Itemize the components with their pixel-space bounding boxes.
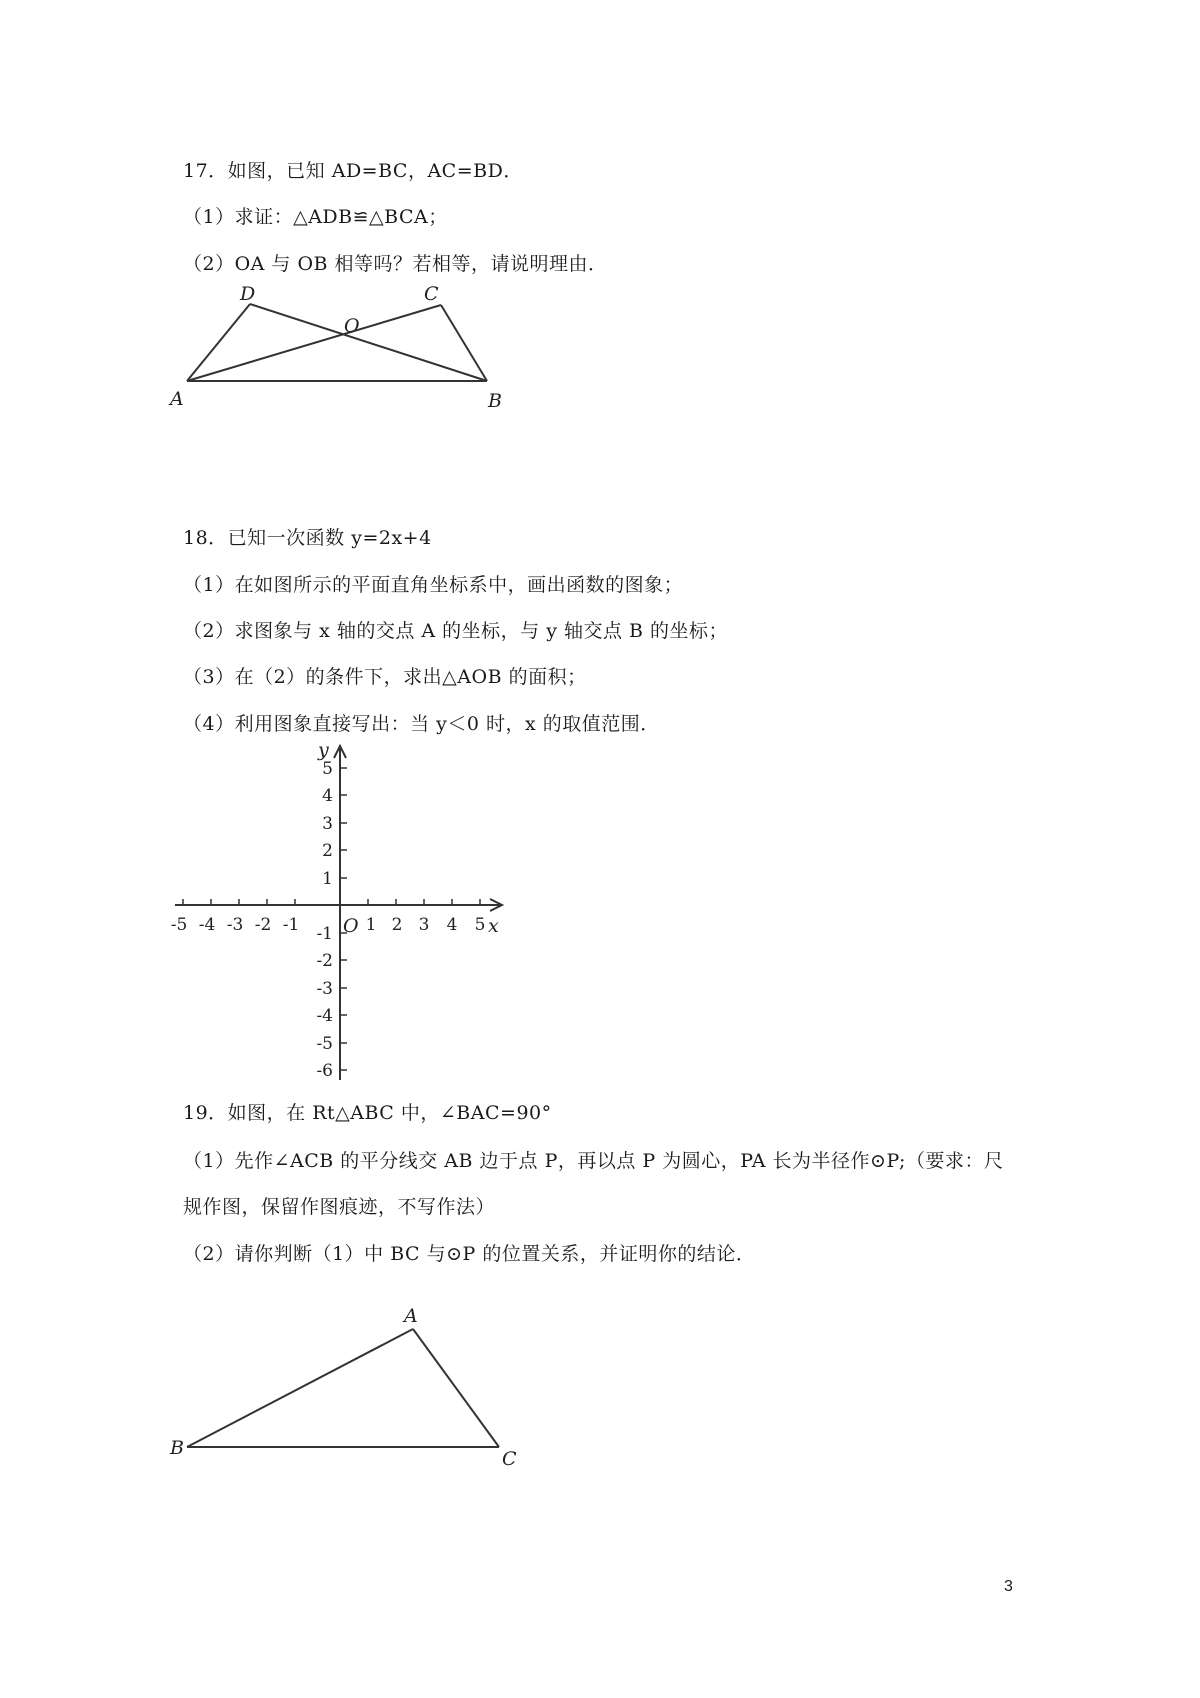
y-axis	[334, 746, 346, 1080]
y-tick-label: 1	[322, 869, 333, 889]
label-c: C	[502, 1448, 517, 1470]
y-tick-label: -6	[316, 1061, 333, 1081]
q19-stem: 19．如图，在 Rt△ABC 中，∠BAC=90°	[183, 1102, 552, 1124]
q17-part2: （2）OA 与 OB 相等吗？若相等，请说明理由．	[183, 253, 608, 275]
label-b: B	[488, 390, 502, 412]
q18-stem: 18．已知一次函数 y=2x+4	[183, 527, 432, 549]
q17-figure	[170, 280, 510, 410]
q18-part1: （1）在如图所示的平面直角坐标系中，画出函数的图象；	[183, 574, 684, 596]
y-tick-label: -4	[316, 1006, 333, 1026]
y-axis-label: y	[318, 739, 329, 761]
y-tick-labels	[316, 759, 333, 1081]
q19-figure	[170, 1300, 517, 1470]
x-axis-label: x	[488, 915, 499, 937]
y-tick-label: 3	[322, 814, 333, 834]
x-tick-label: 5	[474, 915, 486, 935]
x-tick-label: 4	[446, 915, 458, 935]
q17-part1: （1）求证：△ADB≌△BCA；	[183, 206, 448, 228]
q18-part4: （4）利用图象直接写出：当 y＜0 时，x 的取值范围．	[183, 713, 660, 735]
y-tick-label: -3	[316, 979, 333, 999]
x-axis	[175, 899, 502, 911]
segment-ba	[187, 1329, 413, 1447]
x-tick-label: 2	[391, 915, 403, 935]
label-o: O	[344, 315, 360, 337]
q18-coordinate-plane	[170, 740, 510, 1100]
segment-ad	[187, 304, 250, 381]
x-tick-label: 3	[418, 915, 430, 935]
page-number: 3	[1004, 1578, 1013, 1595]
x-tick-label: -1	[282, 915, 300, 935]
label-d: D	[240, 283, 256, 305]
origin-label: O	[343, 915, 359, 937]
x-tick-label: -5	[170, 915, 188, 935]
y-tick-label: 2	[322, 841, 333, 861]
label-a: A	[170, 388, 184, 410]
x-tick-label: -4	[198, 915, 216, 935]
label-a: A	[404, 1305, 418, 1327]
segment-ac	[187, 305, 441, 381]
segment-cb	[441, 305, 487, 381]
segment-db	[250, 304, 487, 381]
label-c: C	[424, 283, 439, 305]
q19-part1-line2: 规作图，保留作图痕迹，不写作法）	[183, 1196, 496, 1218]
x-tick-label: 1	[365, 915, 377, 935]
y-tick-label: 4	[322, 786, 333, 806]
y-tick-label: -2	[316, 951, 333, 971]
label-b: B	[170, 1437, 184, 1459]
q17-stem: 17．如图，已知 AD=BC，AC=BD．	[183, 160, 523, 182]
y-tick-label: -1	[316, 924, 333, 944]
q18-part2: （2）求图象与 x 轴的交点 A 的坐标，与 y 轴交点 B 的坐标；	[183, 620, 729, 642]
q18-part3: （3）在（2）的条件下，求出△AOB 的面积；	[183, 666, 587, 688]
y-tick-label: 5	[322, 759, 333, 779]
q19-part2: （2）请你判断（1）中 BC 与⊙P 的位置关系，并证明你的结论．	[183, 1243, 756, 1265]
q19-part1-line1: （1）先作∠ACB 的平分线交 AB 边于点 P，再以点 P 为圆心，PA 长为半径作⊙P;（要求：尺	[183, 1150, 1004, 1172]
x-tick-label: -3	[226, 915, 244, 935]
y-tick-label: -5	[316, 1034, 333, 1054]
segment-ac	[413, 1329, 499, 1447]
x-tick-label: -2	[254, 915, 272, 935]
